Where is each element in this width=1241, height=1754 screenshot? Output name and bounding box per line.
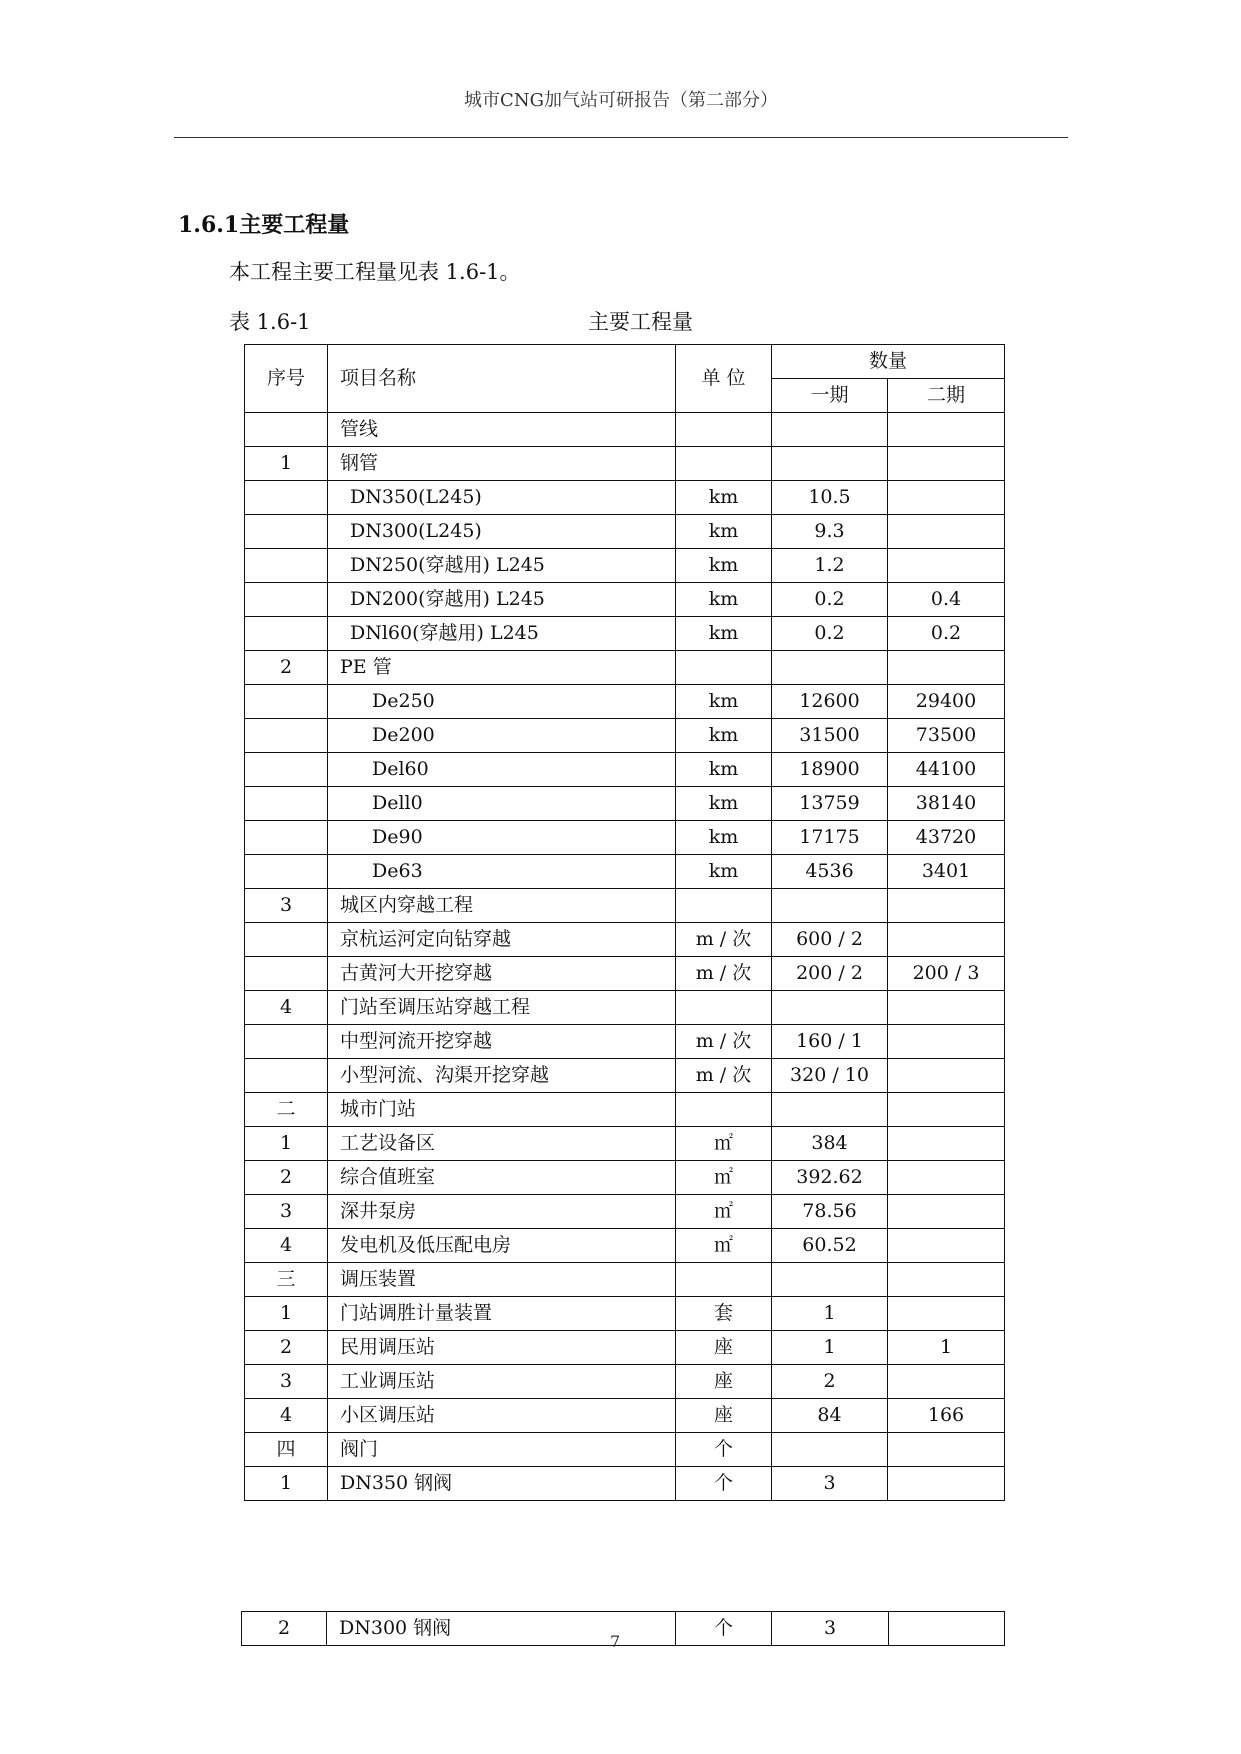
row-unit-cell (676, 889, 772, 923)
row-phase2-cell (888, 1127, 1005, 1161)
table-row (245, 787, 1005, 821)
table-row (245, 753, 1005, 787)
row-name-cell: 工艺设备区 (328, 1127, 676, 1161)
table-row (245, 481, 1005, 515)
row-phase2-cell: 166 (888, 1399, 1005, 1433)
row-name-cell: 综合值班室 (328, 1161, 676, 1195)
table-body (245, 413, 1005, 1501)
row-phase2-cell (888, 1025, 1005, 1059)
row-phase1-cell: 0.2 (772, 583, 888, 617)
row-name-cell: DN350(L245) (328, 481, 676, 515)
row-name-cell: 古黄河大开挖穿越 (328, 957, 676, 991)
row-unit-cell: ㎡ (676, 1127, 772, 1161)
table-row (245, 1331, 1005, 1365)
row-phase2-cell (888, 447, 1005, 481)
row-phase2-cell (888, 1093, 1005, 1127)
row-no-cell (245, 821, 328, 855)
row-no-cell (245, 481, 328, 515)
row-phase2-cell: 0.2 (888, 617, 1005, 651)
row-unit-cell: km (676, 719, 772, 753)
row-unit-cell: km (676, 787, 772, 821)
header-no: 序号 (245, 345, 328, 413)
row-phase2-cell (888, 923, 1005, 957)
row-unit-cell: km (676, 685, 772, 719)
row-unit-cell (676, 413, 772, 447)
row-no-cell (245, 685, 328, 719)
table-row (245, 889, 1005, 923)
row-phase1-cell: 3 (772, 1467, 888, 1501)
row-unit-cell: km (676, 481, 772, 515)
row-phase1-cell: 392.62 (772, 1161, 888, 1195)
row-unit-cell: ㎡ (676, 1161, 772, 1195)
row-no-cell (245, 787, 328, 821)
row-phase2-cell: 43720 (888, 821, 1005, 855)
row-name-cell: 钢管 (328, 447, 676, 481)
row-phase1-cell: 12600 (772, 685, 888, 719)
row-phase2-cell: 44100 (888, 753, 1005, 787)
row-unit-cell: km (676, 583, 772, 617)
row-phase2-cell (888, 481, 1005, 515)
table-row (245, 515, 1005, 549)
table-row (245, 957, 1005, 991)
row-no-cell (245, 753, 328, 787)
row-phase2-cell (888, 413, 1005, 447)
row-phase1-cell (772, 413, 888, 447)
row-no-cell: 1 (245, 1297, 328, 1331)
row-phase2-cell (888, 1467, 1005, 1501)
row-phase1-cell (772, 651, 888, 685)
row-phase1-cell: 17175 (772, 821, 888, 855)
table-row (242, 1612, 1005, 1646)
row-name-cell: 门站至调压站穿越工程 (328, 991, 676, 1025)
row-unit-cell: m / 次 (676, 1025, 772, 1059)
row-unit-cell: 座 (676, 1365, 772, 1399)
row-phase2-cell (888, 1297, 1005, 1331)
row-name-cell: PE 管 (328, 651, 676, 685)
section-heading: 1.6.1主要工程量 (178, 212, 350, 238)
table-row (245, 1297, 1005, 1331)
row-phase2-cell: 200 / 3 (888, 957, 1005, 991)
table-row (245, 1467, 1005, 1501)
row-name-cell: 工业调压站 (328, 1365, 676, 1399)
table-row (245, 1365, 1005, 1399)
table-row (245, 1433, 1005, 1467)
table-row (245, 821, 1005, 855)
row-phase1-cell: 78.56 (772, 1195, 888, 1229)
row-unit-cell: km (676, 821, 772, 855)
row-phase1-cell: 320 / 10 (772, 1059, 888, 1093)
row-phase2-cell (888, 1263, 1005, 1297)
table-row (245, 1127, 1005, 1161)
row-phase1-cell (772, 991, 888, 1025)
row-no-cell: 2 (242, 1612, 327, 1646)
row-no-cell (245, 549, 328, 583)
row-name-cell: 城区内穿越工程 (328, 889, 676, 923)
row-phase2-cell: 3401 (888, 855, 1005, 889)
row-no-cell: 四 (245, 1433, 328, 1467)
row-no-cell (245, 855, 328, 889)
quantities-table (244, 344, 1005, 1501)
row-phase2-cell (888, 1229, 1005, 1263)
row-no-cell: 3 (245, 1195, 328, 1229)
table-title: 主要工程量 (588, 310, 693, 334)
row-phase1-cell: 3 (772, 1612, 889, 1646)
table-row (245, 1399, 1005, 1433)
row-phase1-cell: 200 / 2 (772, 957, 888, 991)
row-no-cell: 1 (245, 1127, 328, 1161)
row-name-cell: De90 (328, 821, 676, 855)
row-unit-cell: m / 次 (676, 957, 772, 991)
table-row (245, 1093, 1005, 1127)
header-phase1: 一期 (772, 379, 888, 413)
row-phase2-cell: 73500 (888, 719, 1005, 753)
row-unit-cell (676, 1263, 772, 1297)
row-phase1-cell (772, 1433, 888, 1467)
row-no-cell (245, 957, 328, 991)
row-phase2-cell (888, 889, 1005, 923)
row-no-cell (245, 719, 328, 753)
row-phase1-cell (772, 1263, 888, 1297)
row-no-cell: 1 (245, 1467, 328, 1501)
row-phase2-cell (888, 1195, 1005, 1229)
row-phase2-cell: 1 (888, 1331, 1005, 1365)
table-number: 表 1.6-1 (229, 310, 311, 334)
table-row (245, 685, 1005, 719)
row-name-cell: 民用调压站 (328, 1331, 676, 1365)
table-row (245, 447, 1005, 481)
row-phase1-cell: 84 (772, 1399, 888, 1433)
row-name-cell: 小型河流、沟渠开挖穿越 (328, 1059, 676, 1093)
row-name-cell: De63 (328, 855, 676, 889)
header-name: 项目名称 (328, 345, 676, 413)
row-phase1-cell (772, 447, 888, 481)
header-unit: 单 位 (676, 345, 772, 413)
row-name-cell: 京杭运河定向钻穿越 (328, 923, 676, 957)
row-name-cell: De250 (328, 685, 676, 719)
header-quantity: 数量 (772, 345, 1005, 379)
table-row (245, 923, 1005, 957)
row-phase1-cell: 18900 (772, 753, 888, 787)
row-unit-cell: km (676, 549, 772, 583)
page-header: 城市CNG加气站可研报告（第二部分） (464, 90, 778, 111)
row-no-cell: 1 (245, 447, 328, 481)
row-unit-cell: ㎡ (676, 1195, 772, 1229)
row-no-cell: 2 (245, 1161, 328, 1195)
row-name-cell: DN350 钢阀 (328, 1467, 676, 1501)
row-no-cell: 4 (245, 1229, 328, 1263)
header-rule (174, 137, 1068, 138)
row-no-cell: 4 (245, 991, 328, 1025)
row-phase2-cell: 29400 (888, 685, 1005, 719)
row-unit-cell: 座 (676, 1331, 772, 1365)
row-phase1-cell: 600 / 2 (772, 923, 888, 957)
row-name-cell: 管线 (328, 413, 676, 447)
table-row (245, 1229, 1005, 1263)
row-name-cell: 城市门站 (328, 1093, 676, 1127)
table-row (245, 1263, 1005, 1297)
table-row (245, 583, 1005, 617)
table-row (245, 1025, 1005, 1059)
row-unit-cell: 个 (676, 1612, 772, 1646)
row-unit-cell: m / 次 (676, 923, 772, 957)
row-name-cell: 深井泵房 (328, 1195, 676, 1229)
row-unit-cell (676, 1093, 772, 1127)
row-unit-cell (676, 651, 772, 685)
page-number: 7 (610, 1632, 621, 1651)
row-no-cell (245, 583, 328, 617)
row-phase1-cell: 0.2 (772, 617, 888, 651)
table-row (245, 413, 1005, 447)
row-unit-cell: 座 (676, 1399, 772, 1433)
row-unit-cell: 个 (676, 1467, 772, 1501)
row-phase2-cell (888, 1433, 1005, 1467)
row-name-cell: 中型河流开挖穿越 (328, 1025, 676, 1059)
row-phase1-cell (772, 1093, 888, 1127)
row-no-cell (245, 1025, 328, 1059)
row-phase1-cell: 1 (772, 1331, 888, 1365)
row-no-cell: 3 (245, 889, 328, 923)
row-phase2-cell (888, 991, 1005, 1025)
table-row (245, 651, 1005, 685)
row-phase1-cell: 9.3 (772, 515, 888, 549)
row-no-cell: 2 (245, 1331, 328, 1365)
row-name-cell: De200 (328, 719, 676, 753)
row-name-cell: DNl60(穿越用) L245 (328, 617, 676, 651)
table-row (245, 617, 1005, 651)
header-phase2: 二期 (888, 379, 1005, 413)
row-phase2-cell (888, 1365, 1005, 1399)
row-name-cell: DN300 钢阀 (327, 1612, 676, 1646)
row-name-cell: 发电机及低压配电房 (328, 1229, 676, 1263)
row-unit-cell: 套 (676, 1297, 772, 1331)
row-name-cell: DN300(L245) (328, 515, 676, 549)
row-no-cell (245, 617, 328, 651)
row-phase2-cell (888, 651, 1005, 685)
row-phase1-cell: 1 (772, 1297, 888, 1331)
row-no-cell: 三 (245, 1263, 328, 1297)
row-phase2-cell: 0.4 (888, 583, 1005, 617)
row-unit-cell: km (676, 617, 772, 651)
continuation-table (241, 1611, 1005, 1646)
row-phase1-cell: 13759 (772, 787, 888, 821)
table-row (245, 855, 1005, 889)
row-name-cell: 门站调胜计量装置 (328, 1297, 676, 1331)
row-no-cell: 4 (245, 1399, 328, 1433)
row-name-cell: DN250(穿越用) L245 (328, 549, 676, 583)
row-phase1-cell: 160 / 1 (772, 1025, 888, 1059)
row-phase2-cell (888, 515, 1005, 549)
row-phase2-cell (888, 549, 1005, 583)
row-no-cell (245, 515, 328, 549)
row-name-cell: 阀门 (328, 1433, 676, 1467)
row-phase1-cell: 1.2 (772, 549, 888, 583)
row-name-cell: Dell0 (328, 787, 676, 821)
row-phase2-cell (889, 1612, 1005, 1646)
row-phase1-cell: 60.52 (772, 1229, 888, 1263)
row-unit-cell: m / 次 (676, 1059, 772, 1093)
row-no-cell: 二 (245, 1093, 328, 1127)
row-unit-cell: km (676, 855, 772, 889)
continuation-body (242, 1612, 1005, 1646)
row-unit-cell (676, 447, 772, 481)
row-name-cell: DN200(穿越用) L245 (328, 583, 676, 617)
row-no-cell (245, 413, 328, 447)
row-no-cell: 3 (245, 1365, 328, 1399)
table-row (245, 1161, 1005, 1195)
row-unit-cell: 个 (676, 1433, 772, 1467)
row-phase1-cell: 2 (772, 1365, 888, 1399)
row-phase1-cell: 31500 (772, 719, 888, 753)
row-name-cell: 调压装置 (328, 1263, 676, 1297)
row-phase1-cell: 384 (772, 1127, 888, 1161)
row-unit-cell: km (676, 515, 772, 549)
table-row (245, 549, 1005, 583)
row-no-cell: 2 (245, 651, 328, 685)
row-unit-cell: km (676, 753, 772, 787)
row-phase2-cell (888, 1161, 1005, 1195)
intro-paragraph: 本工程主要工程量见表 1.6-1。 (229, 260, 521, 284)
table-row (245, 1059, 1005, 1093)
table-row (245, 719, 1005, 753)
row-phase2-cell (888, 1059, 1005, 1093)
row-phase1-cell: 4536 (772, 855, 888, 889)
row-name-cell: 小区调压站 (328, 1399, 676, 1433)
row-no-cell (245, 1059, 328, 1093)
row-phase2-cell: 38140 (888, 787, 1005, 821)
row-name-cell: Del60 (328, 753, 676, 787)
row-no-cell (245, 923, 328, 957)
table-row (245, 1195, 1005, 1229)
row-phase1-cell (772, 889, 888, 923)
row-unit-cell (676, 991, 772, 1025)
row-phase1-cell: 10.5 (772, 481, 888, 515)
table-row (245, 991, 1005, 1025)
row-unit-cell: ㎡ (676, 1229, 772, 1263)
